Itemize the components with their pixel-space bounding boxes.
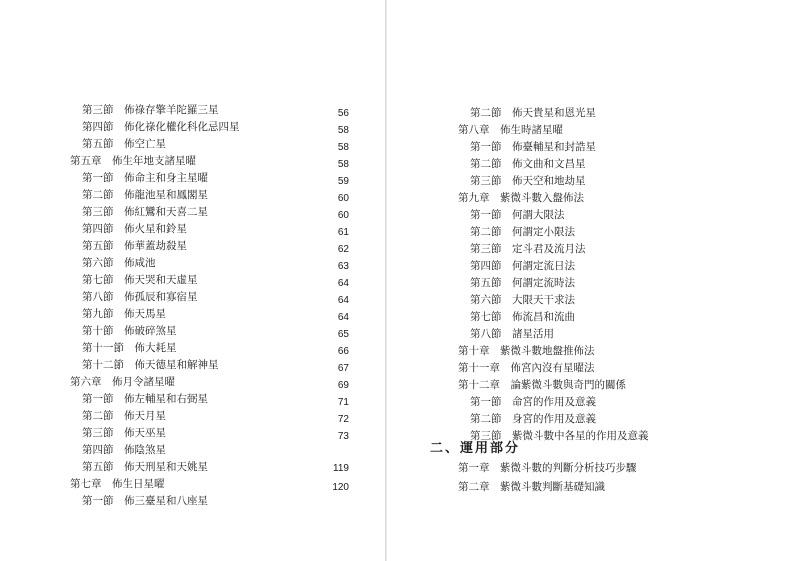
toc-page-number: 56 [337,108,349,119]
toc-entry-label: 第三節 定斗君及流月法 [470,243,586,255]
toc-page-number: 73 [337,431,349,442]
toc-entry-label: 第二節 身宮的作用及意義 [470,413,596,425]
toc-page-number: 64 [337,278,349,289]
toc-page-number: 66 [337,346,349,357]
toc-entry-label: 第二節 佈天貴星和恩光星 [470,107,596,119]
toc-entry-label: 第七章 佈生日星曜 [70,478,165,490]
toc-page-number: 69 [337,380,349,391]
toc-entry-label: 第一章 紫微斗數的判斷分析技巧步驟 [458,462,637,474]
toc-entry-label: 第二節 何謂定小限法 [470,226,575,238]
toc-page-number: 61 [337,227,349,238]
toc-entry-label: 第八章 佈生時諸星曜 [458,124,563,136]
toc-entry-label: 第十章 紫微斗數地盤推佈法 [458,345,595,357]
toc-page-number: 71 [337,397,349,408]
toc-entry-label: 第十二章 論紫微斗數與奇門的關係 [458,379,626,391]
toc-entry-label: 第十一章 佈宮內沒有星曜法 [458,362,595,374]
toc-entry-label: 第四節 佈陰煞星 [82,444,166,456]
toc-entry-label: 第九節 佈天馬星 [82,308,166,320]
toc-entry-label: 第八節 諸星活用 [470,328,554,340]
toc-entry-label: 第一節 命宮的作用及意義 [470,396,596,408]
toc-entry-label: 第九章 紫微斗數入盤佈法 [458,192,584,204]
toc-entry-label: 第三節 佈祿存擎羊陀羅三星 [82,104,219,116]
toc-entry-label: 第二節 佈文曲和文昌星 [470,158,586,170]
toc-entry-label: 第四節 佈化祿化權化科化忌四星 [82,121,240,133]
left-page [0,0,380,561]
toc-page-number: 64 [337,312,349,323]
toc-entry-label: 第二章 紫微斗數判斷基礎知識 [458,481,605,493]
toc-page-number: 72 [337,414,349,425]
toc-page-number: 60 [337,210,349,221]
toc-page-number: 58 [337,159,349,170]
toc-page-number: 64 [337,295,349,306]
toc-entry-label: 第三節 紫微斗數中各星的作用及意義 [470,430,649,442]
toc-entry-label: 第八節 佈孤辰和寡宿星 [82,291,198,303]
toc-entry-label: 第七節 佈天哭和天虛星 [82,274,198,286]
toc-page-number: 60 [337,193,349,204]
toc-page-number: 67 [337,363,349,374]
toc-entry-label: 第五節 佈天刑星和天姚星 [82,461,208,473]
toc-page-number: 58 [337,125,349,136]
toc-page-number: 58 [337,142,349,153]
toc-entry-label: 第三節 佈天巫星 [82,427,166,439]
toc-page-number: 65 [337,329,349,340]
toc-entry-label: 第一節 佈命主和身主星曜 [82,172,208,184]
toc-entry-label: 第六章 佈月令諸星曜 [70,376,175,388]
toc-page-number: 120 [332,482,349,493]
toc-entry-label: 第一節 佈三臺星和八座星 [82,495,208,507]
toc-entry-label: 第四節 何謂定流日法 [470,260,575,272]
toc-entry-label: 第一節 佈臺輔星和封誥星 [470,141,596,153]
toc-entry-label: 第二節 佈龍池星和鳳閣星 [82,189,208,201]
book-spine-gutter [385,0,387,561]
toc-page-number: 119 [333,463,349,474]
toc-entry-label: 第五節 佈華蓋劫殺星 [82,240,187,252]
toc-entry-label: 第一節 佈左輔星和右弼星 [82,393,208,405]
toc-entry-label: 第六節 大限天干求法 [470,294,575,306]
toc-page-number: 63 [337,261,349,272]
toc-entry-label: 第一節 何謂大限法 [470,209,565,221]
toc-entry-label: 第七節 佈流昌和流曲 [470,311,575,323]
toc-entry-label: 第五節 何謂定流時法 [470,277,575,289]
toc-page-number: 59 [337,176,349,187]
right-page [332,0,793,561]
toc-page-number: 62 [337,244,349,255]
part-heading: 二、運用部分 [430,441,521,456]
toc-entry-label: 第三節 佈紅鸞和天喜二星 [82,206,208,218]
toc-entry-label: 第二節 佈天月星 [82,410,166,422]
toc-entry-label: 第五章 佈生年地支諸星曜 [70,155,196,167]
toc-entry-label: 第十二節 佈天德星和解神星 [82,359,219,371]
toc-entry-label: 第三節 佈天空和地劫星 [470,175,586,187]
toc-entry-label: 第十一節 佈大耗星 [82,342,177,354]
toc-entry-label: 第五節 佈空亡星 [82,138,166,150]
toc-entry-label: 第四節 佈火星和鈴星 [82,223,187,235]
toc-entry-label: 第十節 佈破碎煞星 [82,325,177,337]
toc-entry-label: 第六節 佈咸池 [82,257,156,269]
